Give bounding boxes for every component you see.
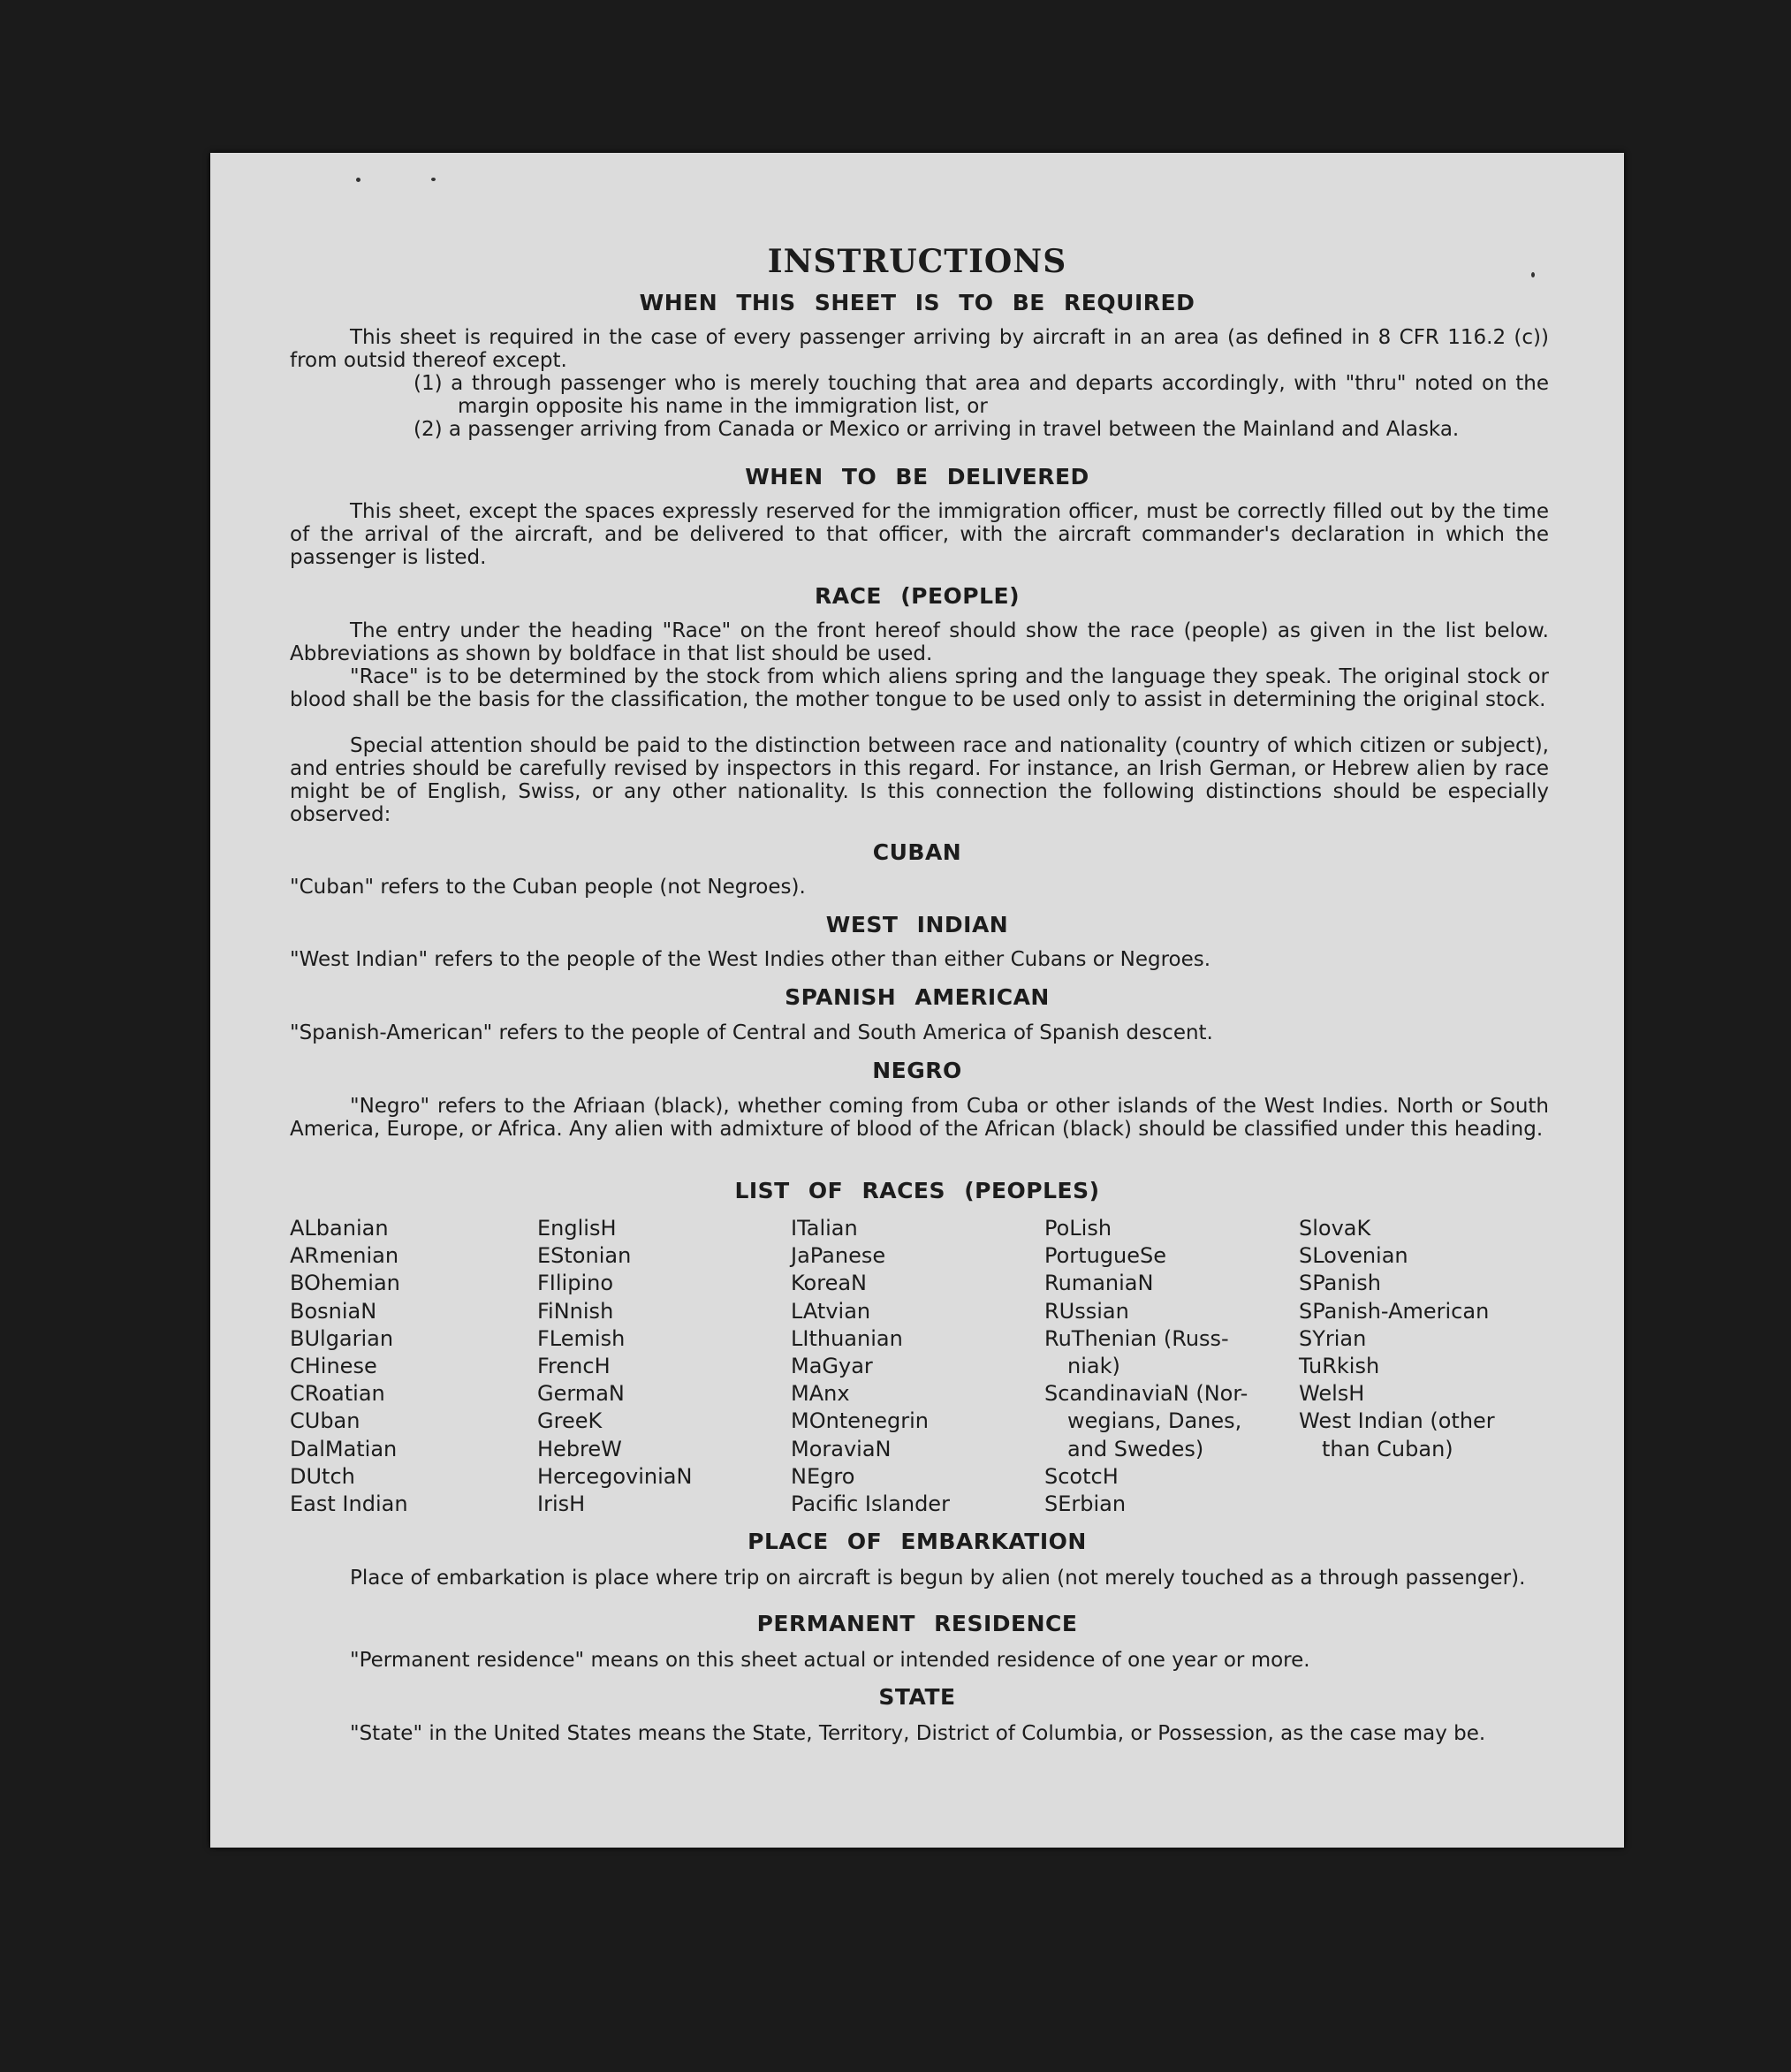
race-entry: RUssian <box>1044 1298 1129 1324</box>
exception-item-1: (1) a through passenger who is merely touching that area and departs accordingly, with "thru" noted on the margin opposite his name in the immigration list, or <box>414 372 1549 418</box>
heading-when-required: WHEN THIS SHEET IS TO BE REQUIRED <box>639 290 1195 315</box>
race-entry: NEgro <box>791 1463 855 1489</box>
west-indian-text: "West Indian" refers to the people of the West Indies other than either Cubans or Negroes. <box>290 948 1211 971</box>
race-entry: FIlipino <box>537 1271 614 1296</box>
when-required-intro: This sheet is required in the case of every passenger arriving by aircraft in an area (as defined in 8 CFR 116.2 (c)) from outsid thereof except. <box>290 326 1549 372</box>
residence-text: "Permanent residence" means on this sheet actual or intended residence of one year or more. <box>350 1649 1310 1672</box>
races-column-1 <box>290 1215 520 1518</box>
race-entry: FiNnish <box>537 1298 614 1324</box>
negro-text: "Negro" refers to the Afriaan (black), whether coming from Cuba or other islands of the West Indies. North or South America, Europe, or Africa. Any alien with admixture of blood of the African (black) should be classified under this heading. <box>290 1095 1549 1141</box>
race-entry: RuThenian (Russ- <box>1044 1325 1229 1351</box>
race-entry: DUtch <box>290 1463 355 1489</box>
race-entry: SlovaK <box>1299 1216 1371 1241</box>
race-entry: CHinese <box>290 1354 377 1379</box>
race-entry: SPanish-American <box>1299 1298 1490 1324</box>
race-paragraph-1: The entry under the heading "Race" on the front hereof should show the race (people) as given in the list below. Abbreviations as shown by boldface in that list should be used. <box>290 619 1549 665</box>
heading-state: STATE <box>878 1684 956 1710</box>
heading-cuban: CUBAN <box>872 839 962 865</box>
heading-list-of-races: LIST OF RACES (PEOPLES) <box>734 1178 1100 1203</box>
instruction-sheet <box>210 153 1624 1848</box>
race-entry: BOhemian <box>290 1271 400 1296</box>
heading-race: RACE (PEOPLE) <box>814 583 1021 609</box>
race-entry: EnglisH <box>537 1216 617 1241</box>
races-column-3 <box>791 1215 1021 1518</box>
scan-speck <box>1531 272 1535 277</box>
heading-place-of-embarkation: PLACE OF EMBARKATION <box>748 1529 1087 1554</box>
race-entry: ScotcH <box>1044 1463 1119 1489</box>
race-entry: MoraviaN <box>791 1436 892 1461</box>
scan-speck <box>356 178 360 182</box>
race-entry-continuation: niak) <box>1067 1354 1120 1379</box>
race-entry: KoreaN <box>791 1271 867 1296</box>
race-entry: West Indian (other <box>1299 1408 1495 1434</box>
heading-when-delivered: WHEN TO BE DELIVERED <box>745 464 1089 490</box>
race-entry: CUban <box>290 1408 360 1434</box>
race-entry: East Indian <box>290 1491 408 1517</box>
races-column-2 <box>537 1215 767 1518</box>
race-entry: FrencH <box>537 1354 611 1379</box>
page-title: INSTRUCTIONS <box>767 243 1067 280</box>
race-entry: BUlgarian <box>290 1325 394 1351</box>
race-entry: BosniaN <box>290 1298 377 1324</box>
race-entry: TuRkish <box>1299 1354 1380 1379</box>
race-entry: ITalian <box>791 1216 858 1241</box>
state-text: "State" in the United States means the State, Territory, District of Columbia, or Possession, as the case may be. <box>350 1722 1486 1745</box>
race-entry: FLemish <box>537 1325 626 1351</box>
race-entry: MOntenegrin <box>791 1408 929 1434</box>
heading-permanent-residence: PERMANENT RESIDENCE <box>756 1611 1078 1636</box>
race-entry: GreeK <box>537 1408 603 1434</box>
race-entry-continuation: and Swedes) <box>1067 1436 1204 1461</box>
race-entry: EStonian <box>537 1243 632 1269</box>
race-entry: HercegoviniaN <box>537 1463 693 1489</box>
race-entry: IrisH <box>537 1491 586 1517</box>
race-entry: JaPanese <box>791 1243 886 1269</box>
races-column-5 <box>1299 1215 1529 1463</box>
race-entry: SLovenian <box>1299 1243 1408 1269</box>
race-entry: SErbian <box>1044 1491 1127 1517</box>
race-entry: MaGyar <box>791 1354 873 1379</box>
race-entry: PoLish <box>1044 1216 1112 1241</box>
race-paragraph-3: Special attention should be paid to the distinction between race and nationality (country of which citizen or subject), and entries should be carefully revised by inspectors in this regard. For instance, an Irish German, or Hebrew alien by race might be of English, Swiss, or any other nationality. Is this connection the following distinctions should be especially observed: <box>290 734 1549 826</box>
race-entry: HebreW <box>537 1436 622 1461</box>
race-entry: SYrian <box>1299 1325 1367 1351</box>
race-entry: ALbanian <box>290 1216 389 1241</box>
race-entry: SPanish <box>1299 1271 1381 1296</box>
race-entry: MAnx <box>791 1381 850 1407</box>
race-entry: DalMatian <box>290 1436 398 1461</box>
scan-speck <box>431 178 436 181</box>
race-paragraph-2: "Race" is to be determined by the stock from which aliens spring and the language they speak. The original stock or blood shall be the basis for the classification, the mother tongue to be used only to assist in determining the original stock. <box>290 665 1549 711</box>
race-entry: LIthuanian <box>791 1325 903 1351</box>
race-entry: RumaniaN <box>1044 1271 1154 1296</box>
race-entry: WelsH <box>1299 1381 1365 1407</box>
race-entry: PortugueSe <box>1044 1243 1166 1269</box>
race-entry: CRoatian <box>290 1381 385 1407</box>
embarkation-text: Place of embarkation is place where trip on aircraft is begun by alien (not merely touched as a through passenger). <box>350 1567 1526 1590</box>
when-delivered-text: This sheet, except the spaces expressly reserved for the immigration officer, must be correctly filled out by the time of the arrival of the aircraft, and be delivered to that officer, with the aircraft commander's declaration in which the passenger is listed. <box>290 500 1549 569</box>
cuban-text: "Cuban" refers to the Cuban people (not Negroes). <box>290 876 806 899</box>
race-entry-continuation: than Cuban) <box>1322 1436 1453 1461</box>
race-entry-continuation: wegians, Danes, <box>1067 1408 1242 1434</box>
heading-spanish-american: SPANISH AMERICAN <box>785 984 1050 1010</box>
exception-item-2: (2) a passenger arriving from Canada or Mexico or arriving in travel between the Mainland and Alaska. <box>414 418 1460 441</box>
race-entry: ScandinaviaN (Nor- <box>1044 1381 1248 1407</box>
race-entry: LAtvian <box>791 1298 871 1324</box>
race-entry: Pacific Islander <box>791 1491 950 1517</box>
spanish-american-text: "Spanish-American" refers to the people of Central and South America of Spanish descent. <box>290 1021 1213 1044</box>
heading-west-indian: WEST INDIAN <box>825 912 1009 937</box>
heading-negro: NEGRO <box>872 1058 962 1083</box>
race-entry: GermaN <box>537 1381 625 1407</box>
races-column-4 <box>1044 1215 1274 1518</box>
race-entry: ARmenian <box>290 1243 399 1269</box>
